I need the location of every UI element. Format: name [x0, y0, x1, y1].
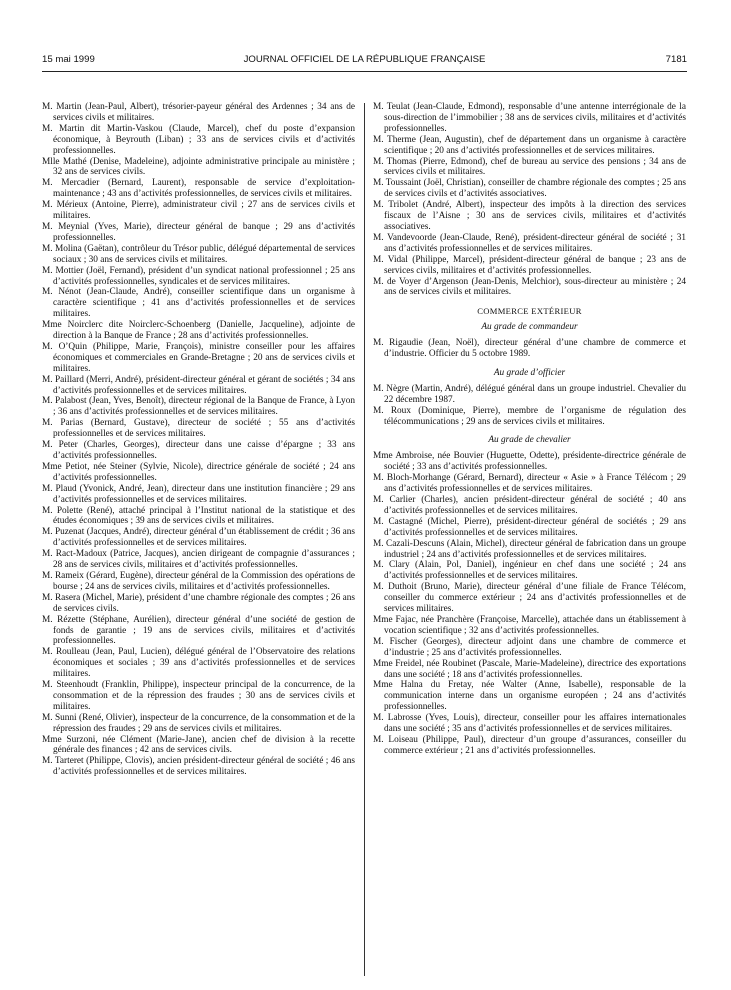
list-item: Mme Petiot, née Steiner (Sylvie, Nicole), directrice générale de société ; 24 ans d’activités professionnelles.: [42, 461, 355, 483]
list-item: M. Carlier (Charles), ancien président-directeur général de société ; 40 ans d’activités professionnelles et de services militaires.: [373, 495, 686, 516]
list-item: M. Duthoit (Bruno, Marie), directeur général d’une filiale de France Télécom, conseiller du commerce extérieur ; 24 ans d’activités professionnelles et de services militaires.: [373, 582, 686, 615]
list-item: M. Castagné (Michel, Pierre), président-directeur général de sociétés ; 29 ans d’activités professionnelles et de services militaires.: [373, 516, 686, 538]
list-item: Mme Ambroise, née Bouvier (Huguette, Odette), présidente-directrice générale de société ; 33 ans d’activités professionnelles.: [373, 451, 686, 473]
list-item: M. Loiseau (Philippe, Paul), directeur d’un groupe d’assurances, conseiller du commerce extérieur ; 21 ans d’activités professionnelles.: [373, 734, 686, 756]
list-item: M. Mercadier (Bernard, Laurent), responsable de service d’exploitation-maintenance ; 43 ans d’activités professionnelles, de services civils et militaires.: [42, 178, 355, 200]
right-column: [373, 102, 686, 757]
list-item: M. Toussaint (Joël, Christian), conseiller de chambre régionale des comptes ; 25 ans de services civils et d’activités associatives.: [373, 178, 686, 200]
list-item: Mme Freidel, née Roubinet (Pascale, Marie-Madeleine), directrice des exportations dans une société ; 18 ans d’activités professionnelles.: [373, 658, 686, 680]
commandeur-entries: [373, 338, 686, 360]
list-item: M. Clary (Alain, Pol, Daniel), ingénieur en chef dans une société ; 24 ans d’activités professionnelles et de services militaires.: [373, 560, 686, 582]
list-item: M. Vandevoorde (Jean-Claude, René), président-directeur général de société ; 31 ans d’activités professionnelles et de services militaires.: [373, 232, 686, 254]
list-item: M. Mérieux (Antoine, Pierre), administrateur civil ; 27 ans de services civils et militaires.: [42, 200, 355, 222]
list-item: M. Ract-Madoux (Patrice, Jacques), ancien dirigeant de compagnie d’assurances ; 28 ans de services civils, militaires et d’activités professionnelles.: [42, 549, 355, 571]
list-item: Mme Surzoni, née Clément (Marie-Jane), ancien chef de division à la recette générale des finances ; 42 ans de services civils.: [42, 734, 355, 756]
list-item: M. Teulat (Jean-Claude, Edmond), responsable d’une antenne interrégionale de la sous-direction de l’immobilier ; 38 ans de services civils, militaires et d’activités professionnelles.: [373, 102, 686, 134]
page-header: [42, 54, 687, 70]
list-item: M. Nénot (Jean-Claude, André), conseiller scientifique dans un organisme à caractère scientifique ; 41 ans d’activités professionnelles et de services militaires.: [42, 287, 355, 320]
header-rule: [42, 71, 687, 72]
list-item: M. Steenhoudt (Franklin, Philippe), inspecteur principal de la concurrence, de la consommation et de la répression des fraudes ; 30 ans de services civils et militaires.: [42, 680, 355, 712]
grade-heading-chevalier: Au grade de chevalier: [488, 435, 571, 446]
officier-entries: [373, 384, 686, 428]
list-item: M. Molina (Gaëtan), contrôleur du Trésor public, délégué départemental de services sociaux ; 30 ans de services civils et militaires.: [42, 243, 355, 265]
list-item: M. Vidal (Philippe, Marcel), président-directeur général de banque ; 23 ans de services civils, militaires et d’activités professionnelles.: [373, 254, 686, 276]
list-item: M. Martin (Jean-Paul, Albert), trésorier-payeur général des Ardennes ; 34 ans de services civils et militaires.: [42, 102, 355, 123]
list-item: M. Labrosse (Yves, Louis), directeur, conseiller pour les affaires internationales dans une société ; 35 ans d’activités professionnelles et de services militaires.: [373, 713, 686, 735]
right-column-entries: [373, 102, 686, 298]
list-item: M. Roulleau (Jean, Paul, Lucien), délégué général de l’Observatoire des relations économiques et sociales ; 39 ans d’activités professionnelles et de services militaires.: [42, 647, 355, 680]
chevalier-entries: [373, 451, 686, 756]
list-item: Mlle Mathé (Denise, Madeleine), adjointe administrative principale au ministère ; 32 ans de services civils.: [42, 156, 355, 178]
list-item: M. O’Quin (Philippe, Marie, François), ministre conseiller pour les affaires économiques et commerciales en Grande-Bretagne ; 20 ans de services civils et militaires.: [42, 341, 355, 374]
list-item: M. Mottier (Joël, Fernand), président d’un syndicat national professionnel ; 25 ans d’activités professionnelles, syndicales et de services militaires.: [42, 265, 355, 287]
list-item: Mme Noirclerc dite Noirclerc-Schoenberg (Danielle, Jacqueline), adjointe de direction à la Banque de France ; 28 ans d’activités professionnelles.: [42, 320, 355, 342]
list-item: M. Nègre (Martin, André), délégué général dans un groupe industriel. Chevalier du 22 décembre 1987.: [373, 383, 686, 405]
list-item: M. Parias (Bernard, Gustave), directeur de société ; 55 ans d’activités professionnelles et de services militaires.: [42, 418, 355, 440]
list-item: M. Peter (Charles, Georges), directeur dans une caisse d’épargne ; 33 ans d’activités professionnelles.: [42, 440, 355, 461]
section-title: COMMERCE EXTÉRIEUR: [477, 306, 582, 317]
list-item: M. Therme (Jean, Augustin), chef de département dans un organisme à caractère scientifique ; 20 ans d’activités professionnelles et de services militaires.: [373, 134, 686, 156]
list-item: M. Polette (René), attaché principal à l’Institut national de la statistique et des études économiques ; 39 ans de services civils et militaires.: [42, 505, 355, 527]
list-item: M. Thomas (Pierre, Edmond), chef de bureau au service des pensions ; 34 ans de services civils et militaires.: [373, 156, 686, 178]
list-item: M. Rasera (Michel, Marie), président d’une chambre régionale des comptes ; 26 ans de services civils.: [42, 592, 355, 614]
left-column: [42, 102, 355, 778]
list-item: M. Plaud (Yvonick, André, Jean), directeur dans une institution financière ; 29 ans d’activités professionnelles et de services militaires.: [42, 483, 355, 505]
list-item: M. Martin dit Martin-Vaskou (Claude, Marcel), chef du poste d’expansion économique, à Beyrouth (Liban) ; 33 ans de services civils et d’activités professionnelles.: [42, 123, 355, 156]
list-item: M. Rameix (Gérard, Eugène), directeur général de la Commission des opérations de bourse ; 24 ans de services civils, militaires et d’activités professionnelles.: [42, 570, 355, 592]
list-item: M. Sunni (René, Olivier), inspecteur de la concurrence, de la consommation et de la répression des fraudes ; 29 ans de services civils et militaires.: [42, 712, 355, 734]
grade-heading-commandeur: Au grade de commandeur: [481, 322, 578, 333]
list-item: M. Tarteret (Philippe, Clovis), ancien président-directeur général de société ; 46 ans d’activités professionnelles et de services militaires.: [42, 756, 355, 778]
header-page-number: 7181: [665, 54, 687, 65]
list-item: M. Palabost (Jean, Yves, Benoît), directeur régional de la Banque de France, à Lyon ; 36 ans d’activités professionnelles et de services militaires.: [42, 396, 355, 418]
list-item: M. Rézette (Stéphane, Aurélien), directeur général d’une société de gestion de fonds de garantie ; 19 ans de services civils, militaires et d’activités professionnelles.: [42, 614, 355, 647]
header-title: JOURNAL OFFICIEL DE LA RÉPUBLIQUE FRANÇAISE: [243, 54, 486, 65]
column-separator: [364, 103, 365, 976]
list-item: M. Cazali-Descuns (Alain, Michel), directeur général de fabrication dans un groupe industriel ; 24 ans d’activités professionnelles et de services militaires.: [373, 538, 686, 560]
list-item: M. de Voyer d’Argenson (Jean-Denis, Melchior), sous-directeur au ministère ; 24 ans de services civils et militaires.: [373, 276, 686, 298]
list-item: Mme Halna du Fretay, née Walter (Anne, Isabelle), responsable de la communication interne dans un organisme européen ; 24 ans d’activités professionnelles.: [373, 680, 686, 713]
list-item: M. Fischer (Georges), directeur adjoint dans une chambre de commerce et d’industrie ; 25 ans d’activités professionnelles.: [373, 636, 686, 658]
list-item: M. Tribolet (André, Albert), inspecteur des impôts à la direction des services fiscaux de l’Aisne ; 30 ans de services civils, militaires et d’activités associatives.: [373, 200, 686, 232]
list-item: M. Bloch-Morhange (Gérard, Bernard), directeur « Asie » à France Télécom ; 29 ans d’activités professionnelles et de services militaires.: [373, 473, 686, 495]
list-item: Mme Fajac, née Pranchère (Françoise, Marcelle), attachée dans un établissement à vocation scientifique ; 32 ans d’activités professionnelles.: [373, 614, 686, 636]
list-item: M. Paillard (Merri, André), président-directeur général et gérant de sociétés ; 34 ans d’activités professionnelles et de services militaires.: [42, 374, 355, 396]
list-item: M. Meynial (Yves, Marie), directeur général de banque ; 29 ans d’activités professionnelles.: [42, 221, 355, 243]
list-item: M. Rigaudie (Jean, Noël), directeur général d’une chambre de commerce et d’industrie. Officier du 5 octobre 1989.: [373, 338, 686, 360]
grade-heading-officier: Au grade d’officier: [493, 367, 566, 378]
list-item: M. Puzenat (Jacques, André), directeur général d’un établissement de crédit ; 36 ans d’activités professionnelles et de services militaires.: [42, 527, 355, 549]
header-date: 15 mai 1999: [42, 54, 95, 65]
list-item: M. Roux (Dominique, Pierre), membre de l’organisme de régulation des télécommunications ; 29 ans de services civils et militaires.: [373, 405, 686, 427]
